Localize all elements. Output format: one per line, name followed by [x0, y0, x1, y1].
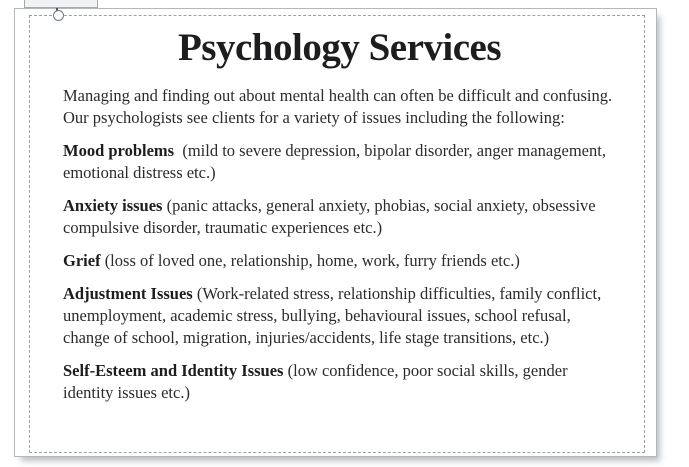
service-label: Anxiety issues	[63, 196, 163, 215]
service-label: Mood problems	[63, 141, 175, 160]
service-item-adjustment[interactable]	[63, 283, 616, 349]
rotation-handle[interactable]	[53, 10, 64, 21]
service-detail: (low confidence, poor social skills, gender identity issues etc.)	[63, 361, 572, 402]
cropped-ui-rectangle	[24, 0, 98, 8]
service-label: Grief	[63, 251, 101, 270]
service-item-anxiety[interactable]	[63, 195, 616, 239]
service-label: Self-Esteem and Identity Issues	[63, 361, 284, 380]
service-label: Adjustment Issues	[63, 284, 193, 303]
service-detail: (Work-related stress, relationship difficulties, family conflict, unemployment, academic stress, bullying, behavioural issues, school refusal, change of school, migration, injuries/accidents, life stage transitions, etc.)	[63, 284, 606, 347]
page-title[interactable]: Psychology Services	[177, 26, 502, 69]
service-item-self-esteem[interactable]	[63, 360, 616, 404]
service-item-grief[interactable]	[63, 250, 616, 272]
text-box-selection-frame[interactable]	[29, 15, 645, 453]
service-detail: (loss of loved one, relationship, home, work, furry friends etc.)	[100, 251, 520, 270]
intro-paragraph[interactable]: Managing and finding out about mental health can often be difficult and confusing. Our psychologists see clients for a variety of issues including the following:	[63, 86, 617, 127]
document-page[interactable]	[14, 8, 657, 457]
service-detail: (panic attacks, general anxiety, phobias, social anxiety, obsessive compulsive disorder, traumatic experiences etc.)	[63, 196, 600, 237]
service-detail: (mild to severe depression, bipolar disorder, anger management, emotional distress etc.)	[63, 141, 611, 182]
service-item-mood[interactable]	[63, 140, 616, 184]
